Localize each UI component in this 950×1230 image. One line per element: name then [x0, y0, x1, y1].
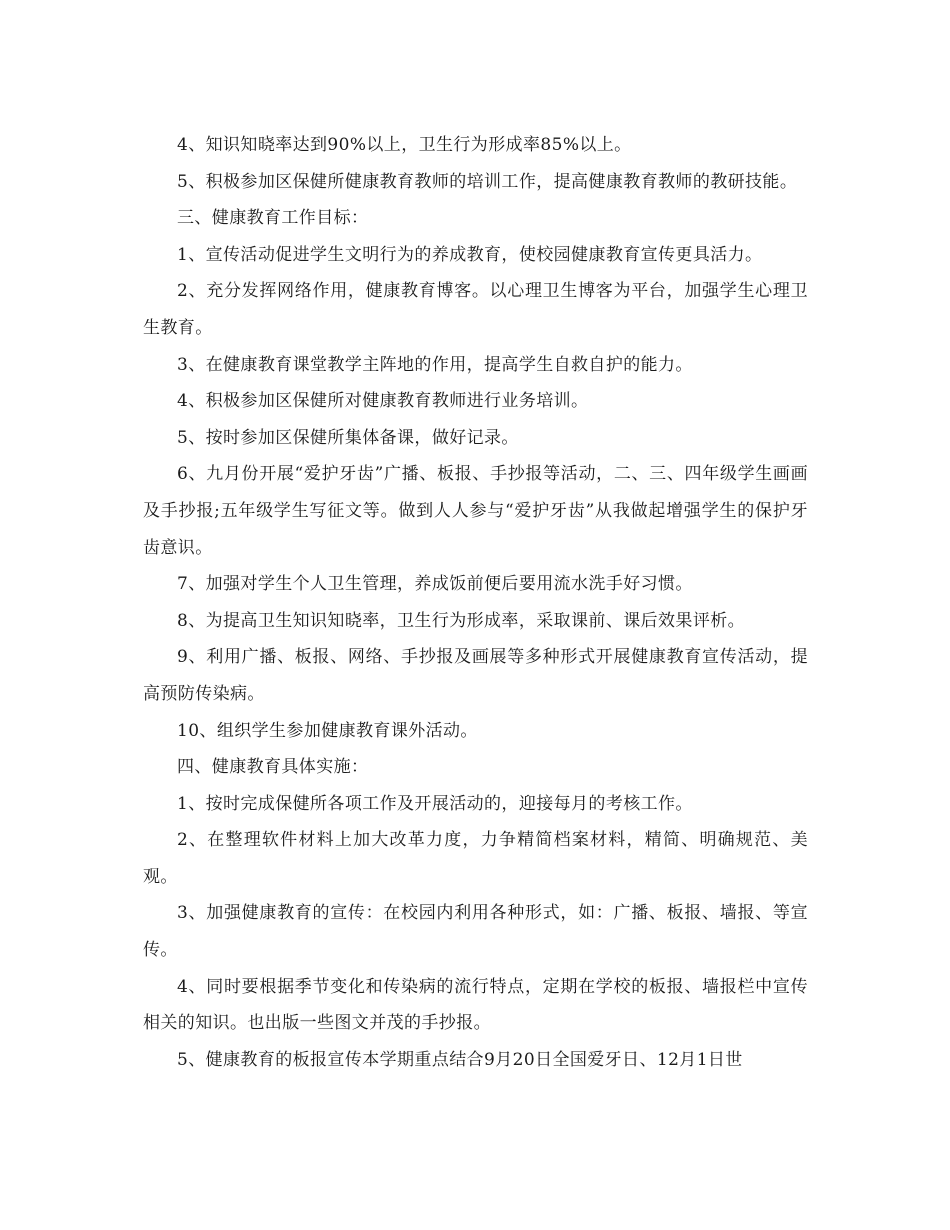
paragraph: 7、加强对学生个人卫生管理，养成饭前便后要用流水洗手好习惯。	[177, 574, 693, 595]
paragraph: 4、积极参加区保健所对健康教育教师进行业务培训。	[177, 391, 589, 412]
paragraph: 5、按时参加区保健所集体备课，做好记录。	[177, 427, 519, 448]
paragraph: 2、在整理软件材料上加大改革力度，力争精简档案材料，精简、明确规范、美观。	[143, 830, 808, 887]
paragraph: 3、加强健康教育的宣传：在校园内利用各种形式，如：广播、板报、墙报、等宣传。	[143, 903, 808, 961]
document-body	[143, 127, 808, 1078]
paragraph: 1、按时完成保健所各项工作及开展活动的，迎接每月的考核工作。	[177, 793, 693, 814]
section-heading: 四、健康教育具体实施：	[177, 757, 369, 778]
paragraph: 5、积极参加区保健所健康教育教师的培训工作，提高健康教育教师的教研技能。	[177, 171, 798, 192]
paragraph: 9、利用广播、板报、网络、手抄报及画展等多种形式开展健康教育宣传活动，提高预防传染病。	[143, 647, 808, 704]
section-heading: 三、健康教育工作目标：	[177, 208, 369, 229]
paragraph: 4、知识知晓率达到90%以上，卫生行为形成率85%以上。	[177, 135, 632, 155]
paragraph: 4、同时要根据季节变化和传染病的流行特点，定期在学校的板报、墙报栏中宣传相关的知识。也出版一些图文并茂的手抄报。	[143, 976, 808, 1034]
paragraph: 1、宣传活动促进学生文明行为的养成教育，使校园健康教育宣传更具活力。	[177, 244, 763, 265]
paragraph: 5、健康教育的板报宣传本学期重点结合9月20日全国爱牙日、12月1日世	[177, 1049, 743, 1070]
paragraph: 10、组织学生参加健康教育课外活动。	[177, 720, 478, 741]
paragraph: 8、为提高卫生知识知晓率，卫生行为形成率，采取课前、课后效果评析。	[177, 610, 746, 631]
paragraph: 3、在健康教育课堂教学主阵地的作用，提高学生自救自护的能力。	[177, 354, 693, 375]
paragraph: 2、充分发挥网络作用，健康教育博客。以心理卫生博客为平台，加强学生心理卫生教育。	[143, 281, 808, 338]
paragraph: 6、九月份开展“爱护牙齿”广播、板报、手抄报等活动，二、三、四年级学生画画及手抄报;五年级学生写征文等。做到人人参与“爱护牙齿”从我做起增强学生的保护牙齿意识。	[143, 464, 808, 558]
